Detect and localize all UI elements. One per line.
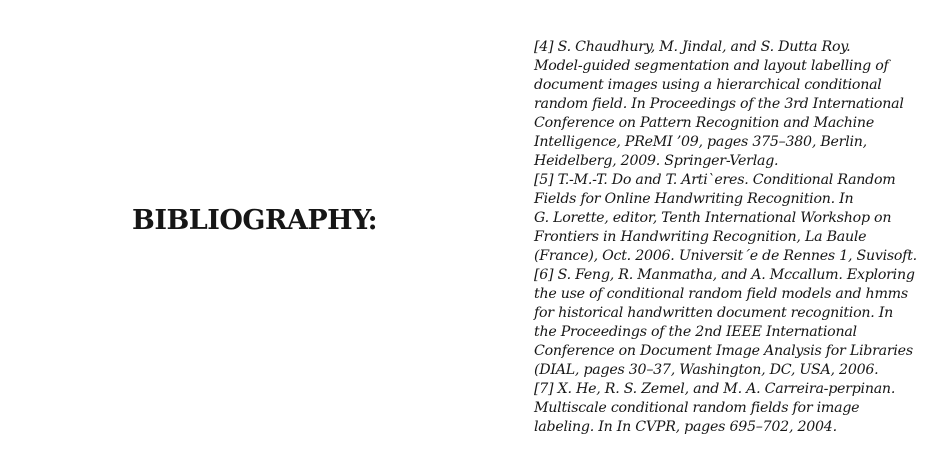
reference-line: Multiscale conditional random fields for image bbox=[534, 400, 860, 416]
reference-line: [4] S. Chaudhury, M. Jindal, and S. Dutta Roy. bbox=[534, 39, 851, 55]
reference-line: Frontiers in Handwriting Recognition, La Baule bbox=[534, 229, 867, 245]
reference-line: [5] T.-M.-T. Do and T. Arti`eres. Conditional Random bbox=[534, 172, 896, 188]
reference-line: G. Lorette, editor, Tenth International Workshop on bbox=[534, 210, 892, 226]
reference-line: document images using a hierarchical conditional bbox=[534, 77, 882, 93]
reference-line: the Proceedings of the 2nd IEEE International bbox=[534, 324, 857, 340]
reference-line: [6] S. Feng, R. Manmatha, and A. Mccallum. Exploring bbox=[534, 267, 915, 283]
reference-line: (DIAL, pages 30–37, Washington, DC, USA, 2006. bbox=[534, 362, 879, 378]
reference-line: Conference on Pattern Recognition and Machine bbox=[534, 115, 874, 131]
reference-line: random field. In Proceedings of the 3rd International bbox=[534, 96, 904, 112]
reference-line: for historical handwritten document recognition. In bbox=[534, 305, 894, 321]
reference-4 bbox=[534, 38, 944, 171]
reference-line: the use of conditional random field models and hmms bbox=[534, 286, 908, 302]
reference-list bbox=[534, 38, 944, 437]
reference-line: [7] X. He, R. S. Zemel, and M. A. Carreira-perpinan. bbox=[534, 381, 896, 397]
bibliography-heading: BIBLIOGRAPHY: bbox=[132, 205, 378, 236]
reference-line: Heidelberg, 2009. Springer-Verlag. bbox=[534, 153, 779, 169]
reference-line: Fields for Online Handwriting Recognition. In bbox=[534, 191, 854, 207]
reference-line: Intelligence, PReMI ’09, pages 375–380, Berlin, bbox=[534, 134, 867, 150]
reference-7 bbox=[534, 380, 944, 437]
reference-line: (France), Oct. 2006. Universit´e de Rennes 1, Suvisoft. bbox=[534, 248, 917, 264]
reference-line: Conference on Document Image Analysis for Libraries bbox=[534, 343, 913, 359]
reference-6 bbox=[534, 266, 944, 380]
reference-line: Model-guided segmentation and layout labelling of bbox=[534, 58, 889, 74]
reference-line: labeling. In In CVPR, pages 695–702, 2004. bbox=[534, 419, 837, 435]
reference-5 bbox=[534, 171, 944, 266]
